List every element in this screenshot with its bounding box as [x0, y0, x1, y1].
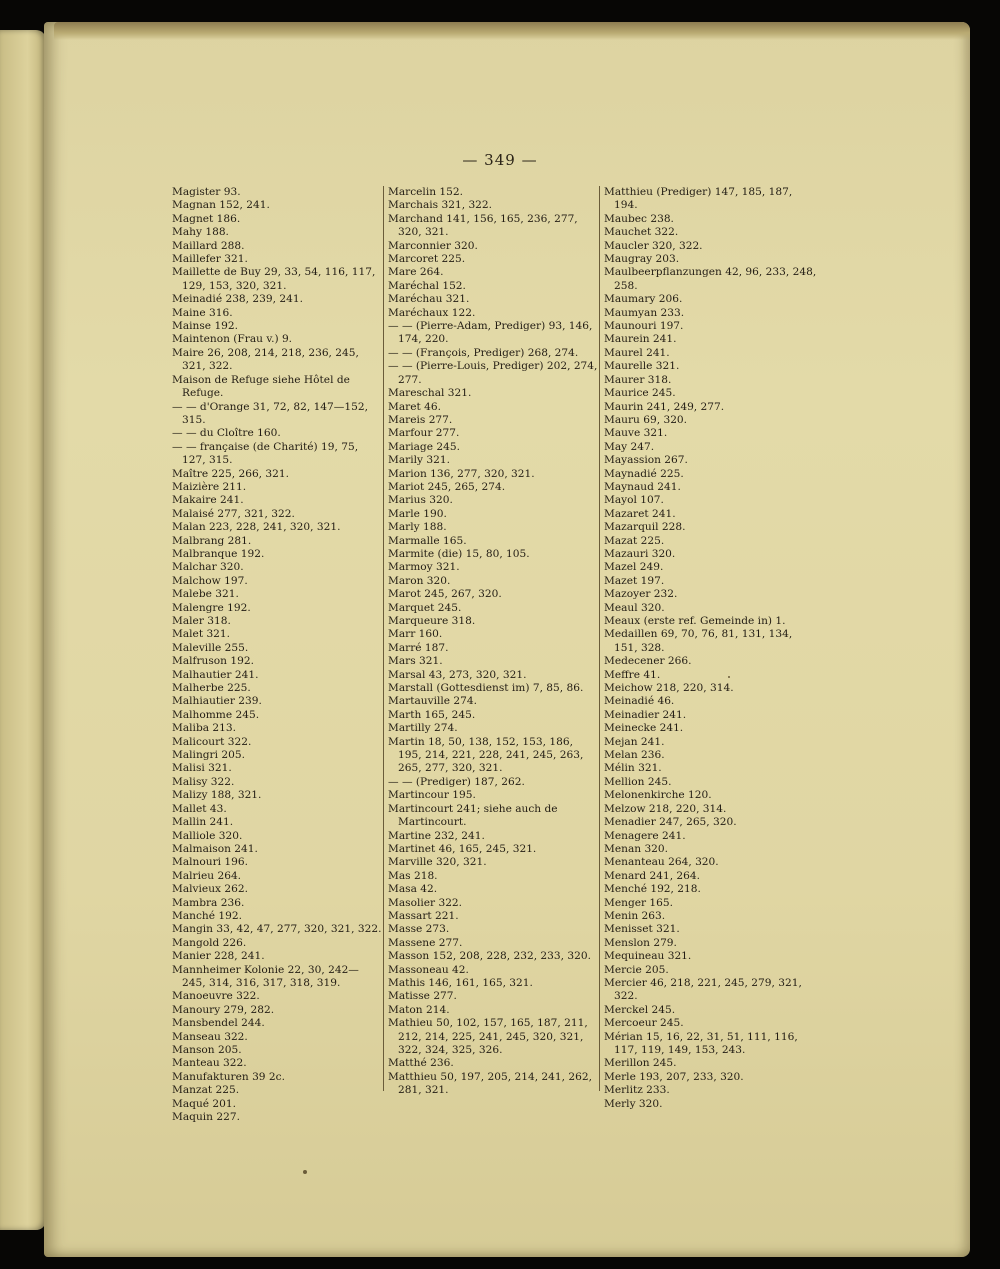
index-entry: Menin 263.: [604, 909, 666, 922]
index-entry: Marly 188.: [388, 521, 447, 534]
index-entry: Mequineau 321.: [604, 950, 692, 963]
index-column-2: [388, 186, 598, 1098]
index-entry: Mathis 146, 161, 165, 321.: [388, 976, 533, 989]
index-entry: Malisy 322.: [172, 775, 235, 788]
index-entry: Marily 321.: [388, 454, 450, 467]
index-entry: Marquet 245.: [388, 601, 462, 614]
index-entry: Merckel 245.: [604, 1003, 676, 1016]
index-entry: Marfour 277.: [388, 427, 460, 440]
index-entry: Menanteau 264, 320.: [604, 856, 719, 869]
index-entry: Malebe 321.: [172, 588, 239, 601]
index-entry: Malherbe 225.: [172, 682, 251, 695]
index-entry: Maret 46.: [388, 400, 441, 413]
index-entry: Marchais 321, 322.: [388, 199, 493, 212]
index-entry: Magnan 152, 241.: [172, 199, 270, 212]
index-entry: May 247.: [604, 440, 655, 453]
index-entry: Mansbendel 244.: [172, 1017, 265, 1030]
index-entry: Malliole 320.: [172, 829, 243, 842]
index-entry: Malhomme 245.: [172, 708, 260, 721]
index-entry: Marcelin 152.: [388, 186, 463, 198]
index-entry: Marot 245, 267, 320.: [388, 588, 502, 601]
index-entry: Mariage 245.: [388, 440, 460, 453]
index-entry: — — d'Orange 31, 72, 82, 147—152, 315.: [172, 400, 368, 426]
index-entry: Martincour 195.: [388, 789, 476, 802]
index-entry: Merlitz 233.: [604, 1084, 670, 1097]
index-entry: Matthé 236.: [388, 1057, 454, 1070]
index-entry: Maulbeerpflanzungen 42, 96, 233, 248, 258.: [604, 266, 817, 292]
index-entry: Matthieu 50, 197, 205, 214, 241, 262, 281, 321.: [388, 1070, 592, 1097]
index-entry: Manteau 322.: [172, 1057, 247, 1070]
index-entry: Maillette de Buy 29, 33, 54, 116, 117, 129, 153, 320, 321.: [172, 266, 376, 292]
page-top-edge: [54, 22, 970, 40]
index-entry: Mazel 249.: [604, 561, 664, 574]
index-entry: Masse 273.: [388, 923, 450, 936]
index-entry: Marmoy 321.: [388, 561, 460, 574]
index-entry: Maurer 318.: [604, 373, 672, 386]
index-entry: Maliba 213.: [172, 722, 236, 735]
index-entry: Menard 241, 264.: [604, 869, 701, 882]
paper-speck: [303, 1170, 307, 1174]
index-entry: Mauve 321.: [604, 427, 668, 440]
index-entry: Masson 152, 208, 228, 232, 233, 320.: [388, 950, 591, 963]
index-entry: Mazaret 241.: [604, 507, 676, 520]
index-entry: Mariot 245, 265, 274.: [388, 480, 506, 493]
index-entry: Mercoeur 245.: [604, 1017, 684, 1030]
index-entry: Maleville 255.: [172, 641, 249, 654]
index-entry: Magister 93.: [172, 186, 241, 198]
index-entry: Maine 316.: [172, 306, 233, 319]
index-entry: Marcoret 225.: [388, 253, 466, 266]
index-entry: Merly 320.: [604, 1097, 663, 1110]
index-entry: Marmalle 165.: [388, 534, 467, 547]
index-entry: Marville 320, 321.: [388, 856, 487, 869]
index-entry: Maunouri 197.: [604, 320, 684, 333]
index-entry: Mars 321.: [388, 655, 443, 668]
index-entry: Merle 193, 207, 233, 320.: [604, 1070, 744, 1083]
index-entry: Malvieux 262.: [172, 883, 248, 896]
index-entry: Menger 165.: [604, 896, 674, 909]
index-entry: Maréchaux 122.: [388, 306, 476, 319]
index-entry: Makaire 241.: [172, 494, 244, 507]
index-entry: Malizy 188, 321.: [172, 789, 262, 802]
index-entry: Marconnier 320.: [388, 239, 478, 252]
index-entry: Malrieu 264.: [172, 869, 242, 882]
column-divider: [383, 186, 384, 1091]
index-entry: Mainse 192.: [172, 320, 239, 333]
index-entry: — — (François, Prediger) 268, 274.: [388, 346, 579, 359]
index-entry: Medecener 266.: [604, 655, 692, 668]
index-entry: Maréchau 321.: [388, 293, 470, 306]
index-entry: Mambra 236.: [172, 896, 245, 909]
index-entry: Matisse 277.: [388, 990, 457, 1003]
index-entry: Maizière 211.: [172, 480, 247, 493]
index-entry: Maler 318.: [172, 615, 231, 627]
index-entry: Mazet 197.: [604, 574, 665, 587]
index-entry: — — française (de Charité) 19, 75, 127, 315.: [172, 440, 359, 467]
index-entry: Martine 232, 241.: [388, 829, 485, 842]
index-entry: Malisi 321.: [172, 762, 232, 775]
index-entry: Menan 320.: [604, 842, 669, 855]
index-entry: Marion 136, 277, 320, 321.: [388, 467, 535, 480]
index-entry: Maurice 245.: [604, 387, 676, 400]
index-entry: Maubec 238.: [604, 212, 674, 225]
index-entry: Maurel 241.: [604, 346, 670, 359]
index-entry: Malingri 205.: [172, 749, 245, 762]
index-entry: Melzow 218, 220, 314.: [604, 802, 727, 815]
index-entry: Mélin 321.: [604, 762, 662, 775]
index-entry: Mellion 245.: [604, 775, 672, 788]
index-entry: Marius 320.: [388, 494, 453, 507]
index-entry: Malmaison 241.: [172, 842, 258, 855]
index-entry: Martinet 46, 165, 245, 321.: [388, 842, 537, 855]
index-entry: Malbrang 281.: [172, 534, 252, 547]
index-entry: Martauville 274.: [388, 695, 477, 708]
index-entry: Maintenon (Frau v.) 9.: [172, 333, 293, 346]
index-entry: Marstall (Gottesdienst im) 7, 85, 86.: [388, 682, 584, 695]
index-entry: Masolier 322.: [388, 896, 463, 909]
column-divider: [599, 186, 600, 1091]
index-entry: Mercie 205.: [604, 963, 669, 976]
index-entry: Maréchal 152.: [388, 279, 466, 292]
index-entry: Mas 218.: [388, 869, 438, 882]
index-entry: Malet 321.: [172, 628, 231, 641]
index-entry: — — (Pierre-Louis, Prediger) 202, 274, 277.: [388, 360, 598, 386]
index-entry: Maquin 227.: [172, 1111, 240, 1124]
facing-page-edge: [0, 30, 46, 1230]
index-entry: Mannheimer Kolonie 22, 30, 242—245, 314, 316, 317, 318, 319.: [172, 963, 359, 989]
index-entry: — — (Pierre-Adam, Prediger) 93, 146, 174, 220.: [388, 320, 593, 346]
index-entry: Medaillen 69, 70, 76, 81, 131, 134, 151, 328.: [604, 628, 793, 654]
index-entry: Malbranque 192.: [172, 547, 265, 560]
index-entry: Menslon 279.: [604, 936, 677, 949]
index-entry: Maillard 288.: [172, 239, 245, 252]
index-entry: — — du Cloître 160.: [172, 427, 281, 440]
index-entry: Menadier 247, 265, 320.: [604, 816, 737, 829]
index-entry: Malhautier 241.: [172, 668, 259, 681]
index-entry: Marr 160.: [388, 628, 443, 641]
index-entry: Malhiautier 239.: [172, 695, 262, 708]
index-entry: Maître 225, 266, 321.: [172, 467, 290, 480]
index-column-3: [604, 186, 818, 1111]
index-entry: Matthieu (Prediger) 147, 185, 187, 194.: [604, 186, 793, 212]
index-entry: Mercier 46, 218, 221, 245, 279, 321, 322.: [604, 976, 802, 1003]
index-entry: Mazarquil 228.: [604, 521, 686, 534]
index-entry: Meinadié 238, 239, 241.: [172, 293, 303, 306]
index-entry: Maucler 320, 322.: [604, 239, 703, 252]
index-entry: Mérian 15, 16, 22, 31, 51, 111, 116, 117, 119, 149, 153, 243.: [604, 1030, 798, 1056]
index-entry: Magnet 186.: [172, 212, 241, 225]
index-column-1: [172, 186, 382, 1124]
index-entry: Maugray 203.: [604, 253, 680, 266]
index-entry: Meinadié 46.: [604, 695, 675, 708]
index-entry: Malaisé 277, 321, 322.: [172, 507, 295, 520]
index-entry: Marth 165, 245.: [388, 708, 476, 721]
index-entry: Malnouri 196.: [172, 856, 248, 869]
index-entry: Manzat 225.: [172, 1084, 240, 1097]
index-entry: Mauchet 322.: [604, 226, 679, 239]
index-entry: Melonenkirche 120.: [604, 789, 712, 802]
index-entry: Maqué 201.: [172, 1097, 236, 1110]
index-entry: Maynadié 225.: [604, 467, 684, 480]
index-entry: Mangold 226.: [172, 936, 247, 949]
index-entry: Maurein 241.: [604, 333, 677, 346]
index-entry: Meinadier 241.: [604, 708, 687, 721]
page-number: — 349 —: [462, 151, 538, 169]
index-entry: Maurelle 321.: [604, 360, 680, 373]
index-entry: Mathieu 50, 102, 157, 165, 187, 211, 212, 214, 225, 241, 245, 320, 321, 322, 324, 325, 326.: [388, 1017, 588, 1056]
index-entry: Massoneau 42.: [388, 963, 469, 976]
index-entry: Meichow 218, 220, 314.: [604, 682, 734, 695]
paper-speck: [728, 676, 730, 678]
index-entry: Mazoyer 232.: [604, 588, 678, 601]
index-entry: Manseau 322.: [172, 1030, 248, 1043]
index-entry: Maynaud 241.: [604, 480, 681, 493]
index-entry: Menché 192, 218.: [604, 883, 701, 896]
index-entry: Mallet 43.: [172, 802, 227, 815]
index-entry: Maumary 206.: [604, 293, 683, 306]
index-entry: Meinecke 241.: [604, 722, 684, 735]
index-entry: Malfruson 192.: [172, 655, 254, 668]
index-entry: Maurin 241, 249, 277.: [604, 400, 725, 413]
index-entry: Mallin 241.: [172, 816, 234, 829]
index-entry: Mareschal 321.: [388, 387, 472, 400]
index-entry: Meaul 320.: [604, 601, 665, 614]
index-entry: Marsal 43, 273, 320, 321.: [388, 668, 527, 681]
index-entry: Maron 320.: [388, 574, 451, 587]
index-entry: Malengre 192.: [172, 601, 251, 614]
index-entry: Mare 264.: [388, 266, 444, 279]
index-entry: Manoeuvre 322.: [172, 990, 260, 1003]
index-entry: Manier 228, 241.: [172, 950, 265, 963]
index-entry: Manson 205.: [172, 1044, 242, 1056]
index-entry: Mahy 188.: [172, 226, 229, 239]
index-entry: Martin 18, 50, 138, 152, 153, 186, 195, 214, 221, 228, 241, 245, 263, 265, 277, 320, 321.: [388, 735, 584, 775]
index-entry: Mazauri 320.: [604, 547, 676, 560]
index-entry: Malicourt 322.: [172, 735, 252, 748]
index-entry: Malan 223, 228, 241, 320, 321.: [172, 521, 341, 534]
index-entry: Merillon 245.: [604, 1057, 677, 1070]
index-entry: Marle 190.: [388, 507, 447, 520]
index-entry: Mazat 225.: [604, 534, 665, 547]
index-entry: Marchand 141, 156, 165, 236, 277, 320, 321.: [388, 212, 578, 239]
index-entry: Manché 192.: [172, 909, 242, 922]
index-entry: Malchar 320.: [172, 561, 244, 574]
index-entry: Masa 42.: [388, 883, 438, 896]
index-entry: Martincourt 241; siehe auch de Martincourt.: [388, 802, 558, 829]
index-entry: Melan 236.: [604, 749, 665, 762]
index-entry: Marmite (die) 15, 80, 105.: [388, 547, 530, 560]
index-entry: Mauru 69, 320.: [604, 413, 688, 426]
index-entry: Marqueure 318.: [388, 615, 476, 627]
index-entry: Meaux (erste ref. Gemeinde in) 1.: [604, 615, 786, 627]
index-entry: Mayol 107.: [604, 494, 664, 507]
index-entry: Maumyan 233.: [604, 306, 685, 319]
index-entry: Mayassion 267.: [604, 454, 688, 467]
index-entry: Manufakturen 39 2c.: [172, 1070, 285, 1083]
index-entry: Mareis 277.: [388, 413, 453, 426]
index-entry: Maillefer 321.: [172, 253, 248, 266]
index-entry: Malchow 197.: [172, 574, 248, 587]
index-entry: Massene 277.: [388, 936, 463, 949]
index-entry: Meffre 41.: [604, 668, 661, 681]
index-entry: Menagere 241.: [604, 829, 686, 842]
index-entry: Massart 221.: [388, 909, 459, 922]
index-entry: — — (Prediger) 187, 262.: [388, 775, 525, 788]
index-entry: Maton 214.: [388, 1003, 450, 1016]
index-entry: Manoury 279, 282.: [172, 1003, 275, 1016]
index-entry: Menisset 321.: [604, 923, 680, 936]
index-entry: Maison de Refuge siehe Hôtel de Refuge.: [172, 373, 350, 400]
index-entry: Maire 26, 208, 214, 218, 236, 245, 321, 322.: [172, 346, 359, 373]
index-entry: Mejan 241.: [604, 735, 665, 748]
index-entry: Marré 187.: [388, 641, 449, 654]
index-entry: Mangin 33, 42, 47, 277, 320, 321, 322.: [172, 923, 382, 936]
index-entry: Martilly 274.: [388, 722, 458, 735]
